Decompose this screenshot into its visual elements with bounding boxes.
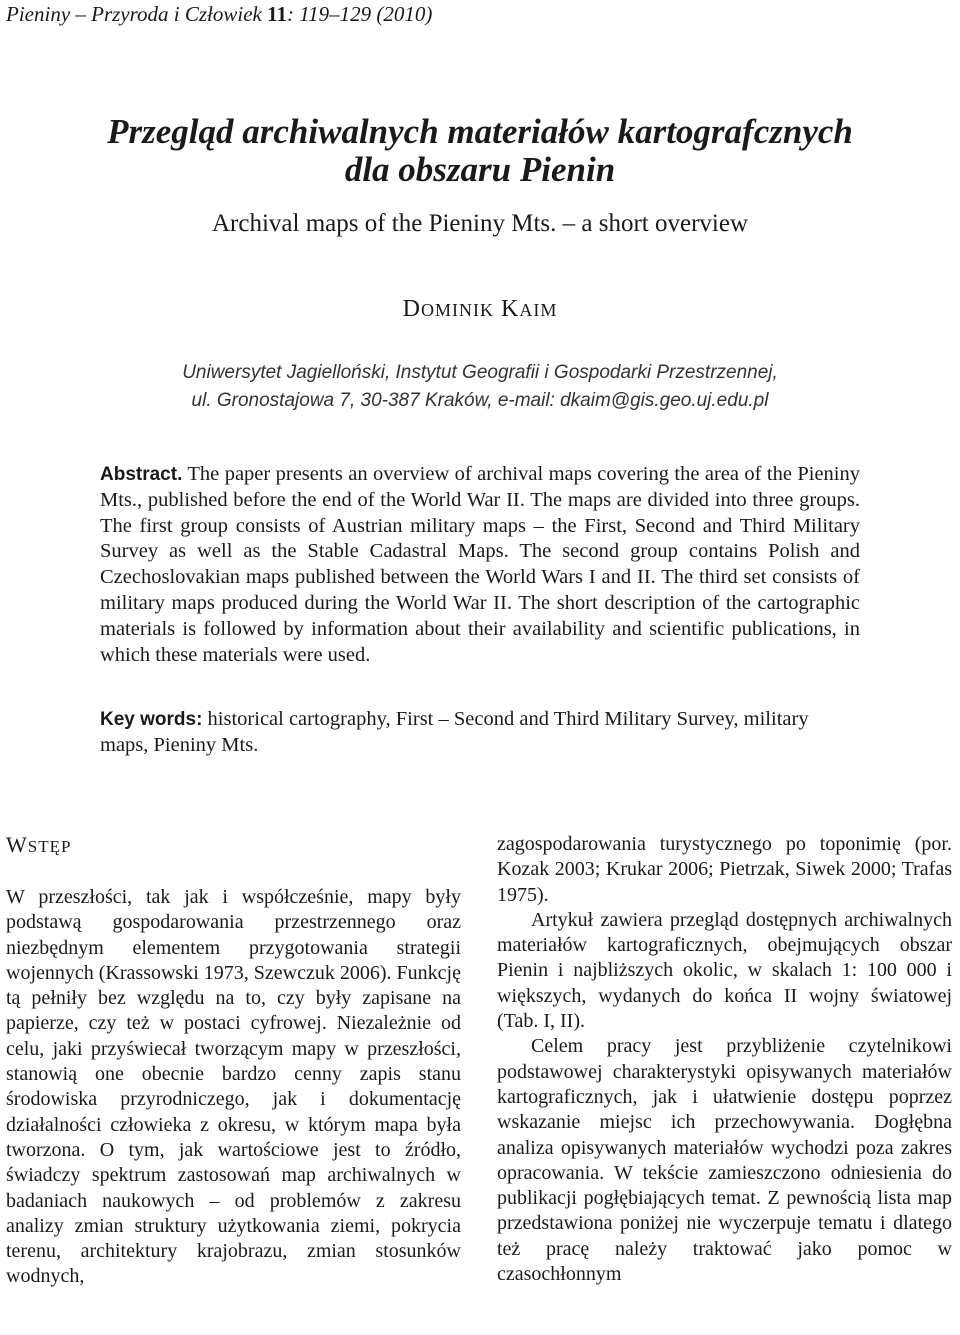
article-title-line-2: dla obszaru Pienin — [344, 150, 616, 189]
abstract — [100, 462, 860, 668]
author-first-rest: OMINIK — [421, 300, 494, 320]
keywords-text: historical cartography, First – Second and Third Military Survey, military maps, Pieniny Mts. — [100, 708, 809, 756]
journal-volume: 11 — [267, 2, 287, 26]
right-paragraph-2: Artykuł zawiera przegląd dostępnych archiwalnych materiałów kartograficznych, obejmujących obszar Pienin i najbliższych okolic, w skalach 1: 100 000 i większych, wydanych do końca II wojny światowej (Tab. I, II). — [497, 908, 952, 1033]
author-name — [0, 296, 960, 323]
affiliation-line-1: Uniwersytet Jagielloński, Instytut Geografii i Gospodarki Przestrzennej, — [182, 362, 778, 383]
right-column — [497, 832, 952, 1287]
english-title: Archival maps of the Pieniny Mts. – a short overview — [211, 210, 748, 237]
affiliation-line-2: ul. Gronostajowa 7, 30-387 Kraków, e-mail: dkaim@gis.geo.uj.edu.pl — [191, 390, 769, 411]
left-column — [6, 885, 461, 1290]
section-heading-rest: STĘP — [27, 837, 72, 856]
section-heading-initial: W — [6, 832, 28, 857]
section-heading — [6, 832, 71, 858]
abstract-label: Abstract. — [100, 464, 183, 485]
keywords — [100, 707, 860, 759]
left-paragraph-1: W przeszłości, tak jak i współcześnie, mapy były podstawą gospodarowania przestrzennego oraz niezbędnym elementem przygotowania strategii wojennych (Krassowski 1973, Szewczuk 2006). Funkcję tą pełniły bez względu na to, czy były zapisane na papierze, czy też w postaci cyfrowej. Niezależnie od celu, jaki przyświecał tworzącym mapy w przeszłości, stanowią one obecnie bardzo cenny zapis stanu środowiska przyrodniczego, jak i dokumentację działalności człowieka z okresu, w którym mapa była tworzona. O tym, jak wartościowe jest to źródło, świadczy spektrum zastosowań map archiwalnych w badaniach naukowych – od problemów z zakresu analizy zmian struktury użytkowania ziemi, pokrycia terenu, architektury krajobrazu, zmian stosunków wodnych, — [6, 886, 461, 1288]
keywords-label: Key words: — [100, 709, 203, 730]
author-last-rest: AIM — [519, 300, 558, 320]
author-first-initial: D — [402, 296, 421, 322]
article-title-line-1: Przegląd archiwalnych materiałów kartografcznych — [107, 112, 853, 151]
right-paragraph-3: Celem pracy jest przybliżenie czytelnikowi podstawowej charakterystyki opisywanych materiałów kartograficznych, jak i ułatwienie dostępu poprzez wskazanie miejsc ich przechowywania. Dogłębna analiza opisywanych materiałów wychodzi poza zakres opracowania. W tekście zamieszczono odniesienia do publikacji pogłębiających temat. Z pewnością lista map przedstawiona poniżej nie wyczerpuje tematu i dlatego też pracę należy traktować jako pomoc w czasochłonnym — [497, 1035, 952, 1286]
journal-name: Pieniny – Przyroda i Człowiek — [6, 2, 262, 26]
right-paragraph-1: zagospodarowania turystycznego po toponimię (por. Kozak 2003; Krukar 2006; Pietrzak, Siwek 2000; Trafas 1975). — [497, 833, 952, 906]
journal-header — [6, 2, 432, 27]
abstract-text: The paper presents an overview of archival maps covering the area of the Pieniny Mts., published before the end of the World War II. The maps are divided into three groups. The first group consists of Austrian military maps – the First, Second and Third Military Survey as well as the Stable Cadastral Maps. The second group contains Polish and Czechoslovakian maps published between the World Wars I and II. The third set consists of military maps produced during the World War II. The short description of the cartographic materials is followed by information about their availability and scientific publications, in which these materials were used. — [100, 463, 860, 666]
journal-pages: : 119–129 (2010) — [286, 2, 433, 26]
author-last-initial: K — [501, 296, 520, 322]
